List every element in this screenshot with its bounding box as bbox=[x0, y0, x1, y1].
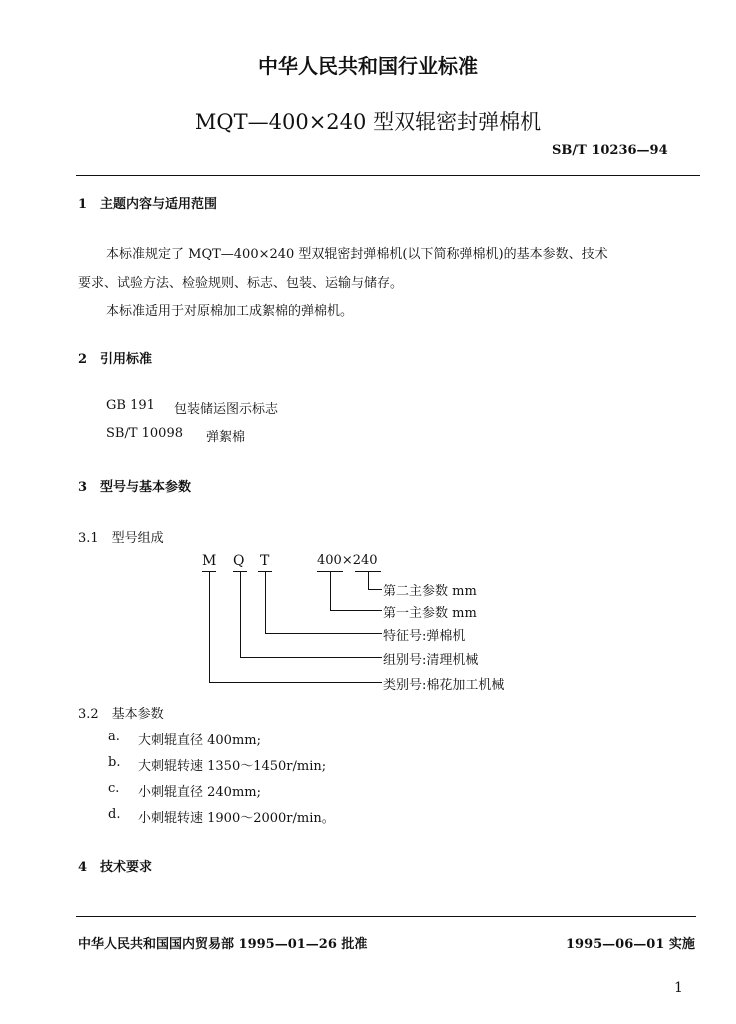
model-label-category: 类别号:棉花加工机械 bbox=[383, 678, 505, 693]
model-size: 400×240 bbox=[317, 553, 378, 568]
param-text-d: 小刺辊转速 1900～2000r/min。 bbox=[138, 811, 335, 826]
model-label-feature: 特征号:弹棉机 bbox=[383, 629, 466, 644]
param-marker-a: a. bbox=[108, 729, 120, 744]
connector-v-second bbox=[368, 572, 369, 589]
model-letter-q: Q bbox=[233, 553, 245, 569]
section-1-paragraph-1: 本标准规定了 MQT—400×240 型双辊密封弹棉机(以下简称弹棉机)的基本参数、技术 bbox=[106, 247, 608, 262]
footer-rule bbox=[76, 916, 696, 917]
ref-code-2: SB/T 10098 bbox=[106, 426, 183, 441]
page-number: 1 bbox=[674, 980, 683, 996]
model-letter-m: M bbox=[202, 553, 217, 569]
doc-title: MQT—400×240 型双辊密封弹棉机 bbox=[194, 110, 542, 134]
section-3-1-heading: 3.1 型号组成 bbox=[78, 531, 164, 546]
connector-v-t bbox=[265, 572, 266, 633]
section-2-heading: 2 引用标准 bbox=[78, 352, 153, 367]
connector-h-t bbox=[265, 633, 382, 634]
param-marker-c: c. bbox=[108, 781, 120, 796]
connector-v-m bbox=[209, 572, 210, 682]
param-marker-b: b. bbox=[108, 755, 121, 770]
section-1-heading: 1 主题内容与适用范围 bbox=[78, 197, 218, 212]
section-1-paragraph-2: 本标准适用于对原棉加工成絮棉的弹棉机。 bbox=[106, 304, 354, 319]
param-text-a: 大刺辊直径 400mm; bbox=[138, 733, 261, 748]
ref-code-1: GB 191 bbox=[106, 398, 155, 413]
implementation-date: 1995—06—01 实施 bbox=[566, 937, 695, 952]
standard-number: SB/T 10236—94 bbox=[552, 143, 668, 158]
connector-v-q bbox=[240, 572, 241, 657]
connector-h-second bbox=[368, 589, 382, 590]
model-label-group: 组别号:清理机械 bbox=[383, 653, 479, 668]
param-text-c: 小刺辊直径 240mm; bbox=[138, 785, 261, 800]
param-text-b: 大刺辊转速 1350～1450r/min; bbox=[138, 759, 327, 774]
ref-title-1: 包装储运图示标志 bbox=[174, 402, 279, 417]
header-rule bbox=[76, 175, 700, 176]
org-title: 中华人民共和国行业标准 bbox=[258, 54, 478, 78]
model-label-second-param: 第二主参数 mm bbox=[383, 584, 477, 599]
connector-v-first bbox=[330, 572, 331, 610]
approval-line: 中华人民共和国国内贸易部 1995—01—26 批准 bbox=[78, 937, 368, 952]
section-3-heading: 3 型号与基本参数 bbox=[78, 480, 192, 495]
section-4-heading: 4 技术要求 bbox=[78, 860, 153, 875]
ref-title-2: 弹絮棉 bbox=[206, 430, 246, 445]
section-1-paragraph-1-cont: 要求、试验方法、检验规则、标志、包装、运输与储存。 bbox=[78, 276, 404, 291]
model-label-first-param: 第一主参数 mm bbox=[383, 606, 477, 621]
connector-h-q bbox=[240, 657, 382, 658]
section-3-2-heading: 3.2 基本参数 bbox=[78, 707, 164, 722]
connector-h-first bbox=[330, 610, 382, 611]
connector-h-m bbox=[209, 682, 382, 683]
param-marker-d: d. bbox=[108, 807, 121, 822]
model-letter-t: T bbox=[260, 553, 270, 569]
